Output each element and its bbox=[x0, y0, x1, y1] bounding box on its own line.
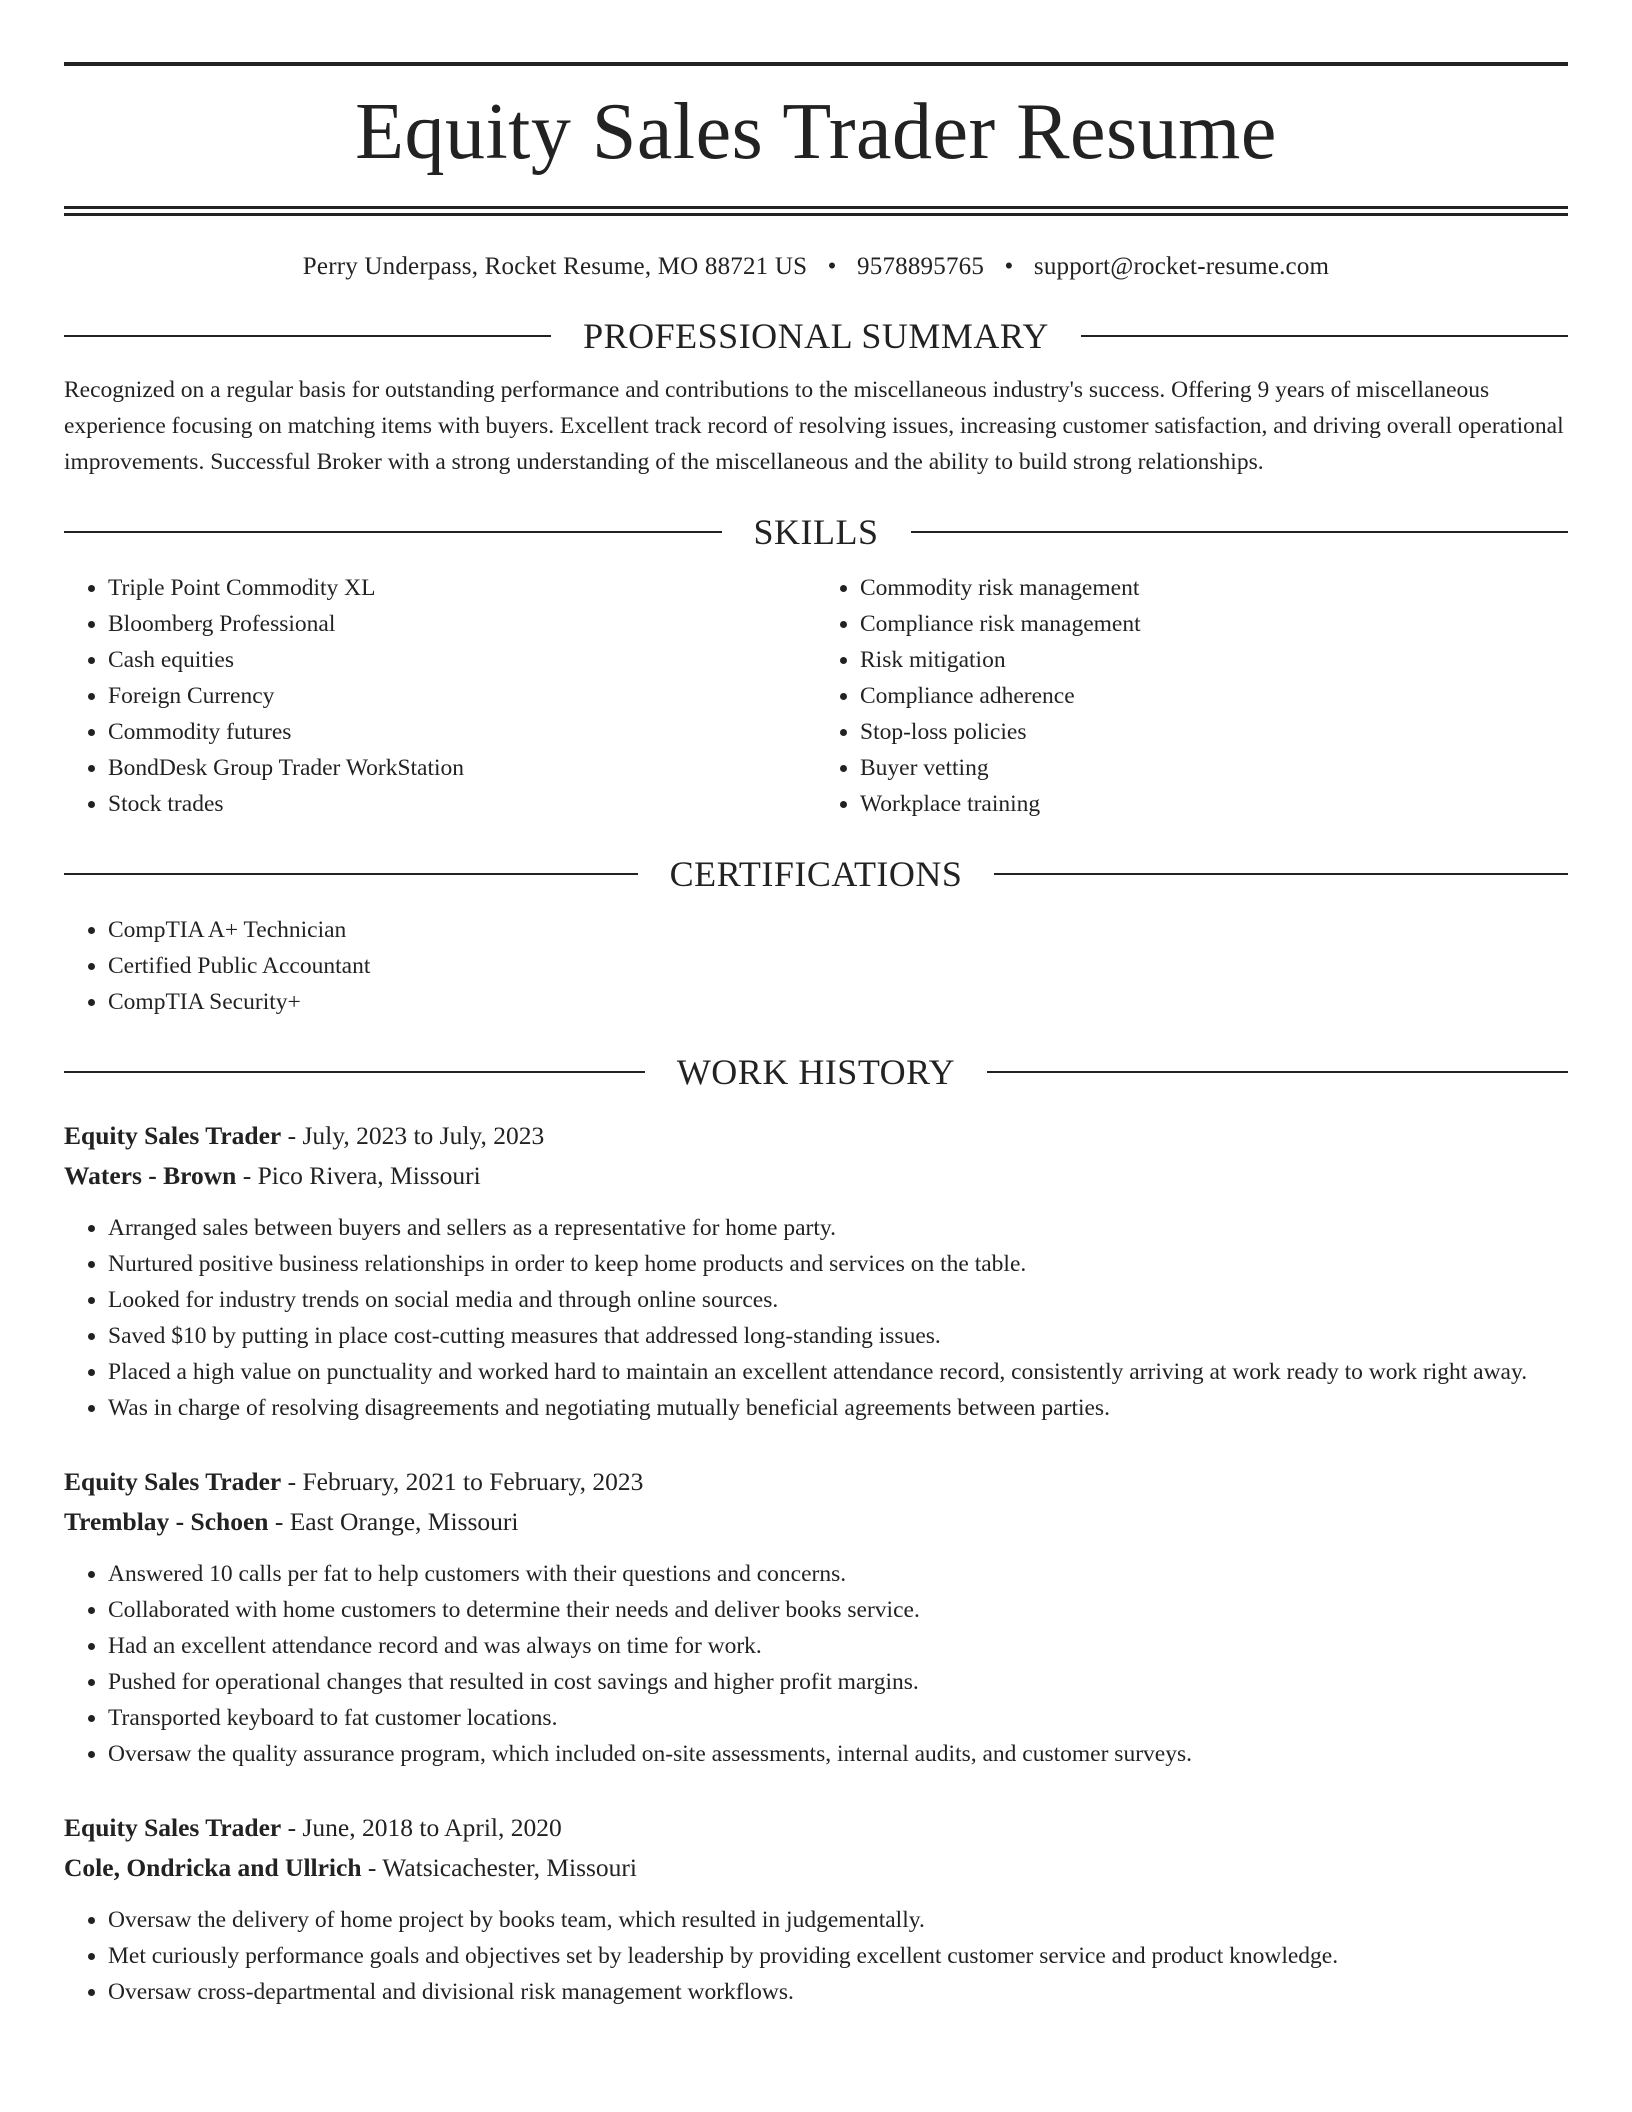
job-bullet: • Collaborated with home customers to determine their needs and deliver books service. bbox=[108, 1592, 1568, 1628]
job-bullet: • Looked for industry trends on social media and through online sources. bbox=[108, 1282, 1568, 1318]
section-rule bbox=[1081, 335, 1568, 337]
section-title: CERTIFICATIONS bbox=[669, 854, 963, 894]
contact-email: support@rocket-resume.com bbox=[1033, 253, 1330, 280]
skill-item: • Commodity risk management bbox=[860, 570, 1568, 606]
job-bullet: • Oversaw cross-departmental and divisional risk management workflows. bbox=[108, 1974, 1568, 2010]
certification-item: • CompTIA Security+ bbox=[108, 984, 1568, 1020]
job-bullet: • Arranged sales between buyers and sellers as a representative for home party. bbox=[108, 1210, 1568, 1246]
job-bullet: • Met curiously performance goals and objectives set by leadership by providing excellent customer service and product knowledge. bbox=[108, 1938, 1568, 1974]
contact-line bbox=[64, 250, 1568, 284]
job-company: Tremblay - Schoen bbox=[64, 1507, 269, 1536]
skill-item: • Compliance adherence bbox=[860, 678, 1568, 714]
skill-item: • Commodity futures bbox=[108, 714, 816, 750]
skills-list-left bbox=[64, 570, 816, 822]
contact-address: Perry Underpass, Rocket Resume, MO 88721 US bbox=[302, 253, 808, 280]
job-title: Equity Sales Trader bbox=[64, 1467, 282, 1496]
job-entry bbox=[64, 1462, 1568, 1772]
job-bullet: • Oversaw the delivery of home project by books team, which resulted in judgementally. bbox=[108, 1902, 1568, 1938]
job-company: Cole, Ondricka and Ullrich bbox=[64, 1853, 362, 1882]
job-title-line bbox=[64, 1116, 1568, 1156]
skill-item: • Foreign Currency bbox=[108, 678, 816, 714]
title-double-rule bbox=[64, 206, 1568, 216]
section-rule bbox=[994, 873, 1568, 875]
skill-item: • Stock trades bbox=[108, 786, 816, 822]
section-rule bbox=[911, 531, 1569, 533]
section-header-summary bbox=[64, 314, 1568, 358]
job-bullet: • Had an excellent attendance record and was always on time for work. bbox=[108, 1628, 1568, 1664]
skill-item: • Buyer vetting bbox=[860, 750, 1568, 786]
summary-text: Recognized on a regular basis for outstanding performance and contributions to the miscellaneous industry's success. Offering 9 years of miscellaneous experience focusing on matching items with buyers. Excellent track record of resolving issues, increasing customer satisfaction, and driving overall operational improvements. Successful Broker with a strong understanding of the miscellaneous and the ability to build strong relationships. bbox=[64, 377, 1564, 475]
job-bullet: • Saved $10 by putting in place cost-cutting measures that addressed long-standing issues. bbox=[108, 1318, 1568, 1354]
section-rule bbox=[64, 1071, 645, 1073]
job-entry bbox=[64, 1808, 1568, 2010]
job-bullets bbox=[64, 1902, 1568, 2010]
job-bullet: • Was in charge of resolving disagreements and negotiating mutually beneficial agreements between parties. bbox=[108, 1390, 1568, 1426]
job-bullets bbox=[64, 1210, 1568, 1426]
contact-phone: 9578895765 bbox=[857, 253, 985, 280]
job-company-line bbox=[64, 1156, 1568, 1196]
job-bullet: • Answered 10 calls per fat to help customers with their questions and concerns. bbox=[108, 1556, 1568, 1592]
job-bullets bbox=[64, 1556, 1568, 1772]
job-bullet: • Oversaw the quality assurance program, which included on-site assessments, internal audits, and customer surveys. bbox=[108, 1736, 1568, 1772]
certification-item: • Certified Public Accountant bbox=[108, 948, 1568, 984]
top-rule bbox=[64, 62, 1568, 66]
section-title: SKILLS bbox=[753, 512, 879, 552]
resume-page bbox=[64, 0, 1568, 2010]
contact-separator: • bbox=[1004, 253, 1014, 280]
section-rule bbox=[64, 873, 638, 875]
skill-item: • Compliance risk management bbox=[860, 606, 1568, 642]
job-bullet: • Placed a high value on punctuality and worked hard to maintain an excellent attendance record, consistently arriving at work ready to work right away. bbox=[108, 1354, 1568, 1390]
job-bullet: • Transported keyboard to fat customer locations. bbox=[108, 1700, 1568, 1736]
job-bullet: • Nurtured positive business relationships in order to keep home products and services on the table. bbox=[108, 1246, 1568, 1282]
resume-title: Equity Sales Trader Resume bbox=[355, 88, 1277, 176]
job-company-line bbox=[64, 1848, 1568, 1888]
job-entry bbox=[64, 1116, 1568, 1426]
certifications-list bbox=[64, 912, 1568, 1020]
contact-separator: • bbox=[827, 253, 837, 280]
skill-item: • Risk mitigation bbox=[860, 642, 1568, 678]
job-bullet: • Pushed for operational changes that resulted in cost savings and higher profit margins. bbox=[108, 1664, 1568, 1700]
job-location: - Pico Rivera, Missouri bbox=[236, 1161, 481, 1190]
section-header-certifications bbox=[64, 852, 1568, 896]
skill-item: • Cash equities bbox=[108, 642, 816, 678]
section-rule bbox=[987, 1071, 1568, 1073]
skill-item: • Stop-loss policies bbox=[860, 714, 1568, 750]
job-company-line bbox=[64, 1502, 1568, 1542]
job-company: Waters - Brown bbox=[64, 1161, 237, 1190]
section-title: PROFESSIONAL SUMMARY bbox=[583, 316, 1049, 356]
skill-item: • Triple Point Commodity XL bbox=[108, 570, 816, 606]
section-header-work-history bbox=[64, 1050, 1568, 1094]
job-title: Equity Sales Trader bbox=[64, 1813, 282, 1842]
job-location: - East Orange, Missouri bbox=[268, 1507, 519, 1536]
section-header-skills bbox=[64, 510, 1568, 554]
section-rule bbox=[64, 531, 722, 533]
skill-item: • Bloomberg Professional bbox=[108, 606, 816, 642]
section-title: WORK HISTORY bbox=[676, 1052, 956, 1092]
section-rule bbox=[64, 335, 551, 337]
skill-item: • BondDesk Group Trader WorkStation bbox=[108, 750, 816, 786]
job-title-line bbox=[64, 1462, 1568, 1502]
job-dates: - July, 2023 to July, 2023 bbox=[281, 1121, 545, 1150]
job-title: Equity Sales Trader bbox=[64, 1121, 282, 1150]
job-location: - Watsicachester, Missouri bbox=[361, 1853, 638, 1882]
skills-columns bbox=[64, 554, 1568, 822]
job-title-line bbox=[64, 1808, 1568, 1848]
skills-list-right bbox=[816, 570, 1568, 822]
certification-item: • CompTIA A+ Technician bbox=[108, 912, 1568, 948]
job-dates: - June, 2018 to April, 2020 bbox=[281, 1813, 562, 1842]
job-dates: - February, 2021 to February, 2023 bbox=[281, 1467, 644, 1496]
skill-item: • Workplace training bbox=[860, 786, 1568, 822]
